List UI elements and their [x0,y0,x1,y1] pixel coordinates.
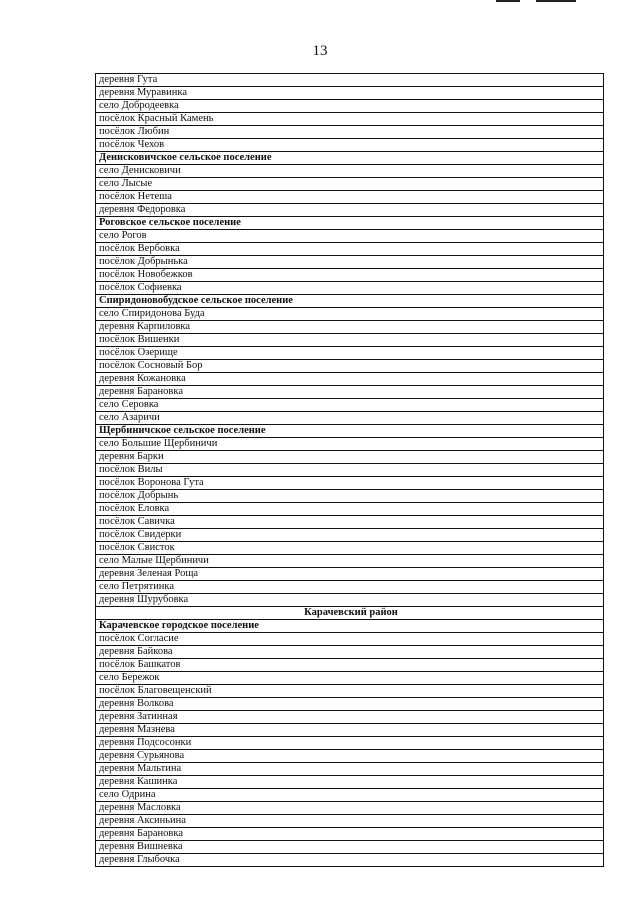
settlement-row [96,646,604,659]
settlement-name: посёлок Новобежков [96,269,604,282]
settlement-row [96,659,604,672]
settlement-row [96,841,604,854]
settlement-section-row [96,152,604,165]
settlement-name: деревня Волкова [96,698,604,711]
settlement-row [96,490,604,503]
settlement-name: деревня Глыбочка [96,854,604,867]
settlement-row [96,815,604,828]
settlement-row [96,373,604,386]
settlement-name: деревня Масловка [96,802,604,815]
settlement-row [96,542,604,555]
settlement-name: деревня Затинная [96,711,604,724]
settlement-row [96,243,604,256]
section-title: Роговское сельское поселение [96,217,604,230]
settlement-name: деревня Кашинка [96,776,604,789]
settlement-name: деревня Зеленая Роща [96,568,604,581]
settlement-row [96,828,604,841]
settlement-row [96,204,604,217]
settlement-row [96,477,604,490]
settlement-name: посёлок Сосновый Бор [96,360,604,373]
section-title: Щербиничское сельское поселение [96,425,604,438]
district-header-row [96,607,604,620]
section-title: Денисковичское сельское поселение [96,152,604,165]
settlement-name: деревня Сурьянова [96,750,604,763]
settlement-name: село Одрина [96,789,604,802]
settlement-row [96,711,604,724]
settlement-row [96,282,604,295]
settlement-section-row [96,295,604,308]
settlement-row [96,269,604,282]
settlement-row [96,568,604,581]
settlement-row [96,633,604,646]
settlement-name: село Петрятинка [96,581,604,594]
settlement-row [96,451,604,464]
settlement-name: посёлок Свисток [96,542,604,555]
settlement-row [96,672,604,685]
settlement-name: посёлок Согласие [96,633,604,646]
settlement-row [96,516,604,529]
settlements-table-body [96,74,604,867]
settlement-row [96,503,604,516]
section-title: Карачевское городское поселение [96,620,604,633]
settlement-row [96,802,604,815]
settlement-name: посёлок Чехов [96,139,604,152]
settlement-row [96,412,604,425]
settlement-row [96,321,604,334]
settlements-table [95,73,604,867]
settlement-row [96,763,604,776]
settlement-name: деревня Байкова [96,646,604,659]
settlement-name: село Бережок [96,672,604,685]
settlement-row [96,438,604,451]
settlement-name: село Лысые [96,178,604,191]
settlement-name: село Азаричи [96,412,604,425]
settlement-row [96,100,604,113]
settlement-name: деревня Мазнева [96,724,604,737]
settlement-row [96,347,604,360]
settlement-row [96,386,604,399]
settlement-row [96,750,604,763]
settlement-row [96,698,604,711]
settlement-name: посёлок Вилы [96,464,604,477]
settlement-name: посёлок Софиевка [96,282,604,295]
settlement-row [96,581,604,594]
settlement-row [96,360,604,373]
settlement-row [96,74,604,87]
settlement-name: село Добродеевка [96,100,604,113]
settlement-row [96,178,604,191]
settlement-name: посёлок Еловка [96,503,604,516]
settlement-row [96,776,604,789]
settlement-row [96,464,604,477]
settlement-row [96,256,604,269]
settlement-name: деревня Мальтина [96,763,604,776]
settlement-row [96,737,604,750]
settlement-row [96,126,604,139]
settlement-name: посёлок Башкатов [96,659,604,672]
settlement-name: посёлок Свидерки [96,529,604,542]
scan-mark [536,0,576,2]
settlement-name: деревня Вишневка [96,841,604,854]
settlement-name: посёлок Вербовка [96,243,604,256]
settlement-name: посёлок Савичка [96,516,604,529]
settlement-name: село Серовка [96,399,604,412]
settlement-row [96,854,604,867]
settlement-name: посёлок Нетеша [96,191,604,204]
district-title: Карачевский район [96,607,604,620]
settlement-name: посёлок Любин [96,126,604,139]
settlement-row [96,724,604,737]
settlement-name: деревня Шурубовка [96,594,604,607]
settlement-section-row [96,425,604,438]
settlement-row [96,230,604,243]
settlement-name: посёлок Добрынь [96,490,604,503]
settlement-row [96,685,604,698]
settlement-name: деревня Барановка [96,828,604,841]
settlement-name: село Малые Щербиничи [96,555,604,568]
settlement-name: посёлок Добрынька [96,256,604,269]
settlement-name: село Большие Щербиничи [96,438,604,451]
page-number: 13 [312,43,328,59]
settlement-name: село Рогов [96,230,604,243]
settlement-section-row [96,217,604,230]
settlement-name: село Денисковичи [96,165,604,178]
settlement-row [96,529,604,542]
settlement-name: посёлок Вишенки [96,334,604,347]
settlement-name: деревня Гута [96,74,604,87]
settlement-row [96,191,604,204]
settlement-row [96,308,604,321]
settlement-name: деревня Подсосонки [96,737,604,750]
settlement-row [96,789,604,802]
section-title: Спиридоновобудское сельское поселение [96,295,604,308]
settlement-name: посёлок Воронова Гута [96,477,604,490]
settlement-name: деревня Кожановка [96,373,604,386]
settlement-row [96,165,604,178]
settlement-name: деревня Аксиньина [96,815,604,828]
settlement-name: деревня Федоровка [96,204,604,217]
settlement-section-row [96,620,604,633]
settlement-row [96,399,604,412]
scan-mark [496,0,520,2]
settlement-row [96,113,604,126]
settlement-row [96,555,604,568]
settlement-name: деревня Муравинка [96,87,604,100]
settlement-name: деревня Барановка [96,386,604,399]
settlement-name: деревня Барки [96,451,604,464]
settlement-row [96,139,604,152]
settlement-row [96,334,604,347]
settlement-name: посёлок Красный Камень [96,113,604,126]
settlement-row [96,87,604,100]
settlement-name: деревня Карпиловка [96,321,604,334]
settlement-row [96,594,604,607]
settlement-name: село Спиридонова Буда [96,308,604,321]
settlement-name: посёлок Озерище [96,347,604,360]
settlement-name: посёлок Благовещенский [96,685,604,698]
